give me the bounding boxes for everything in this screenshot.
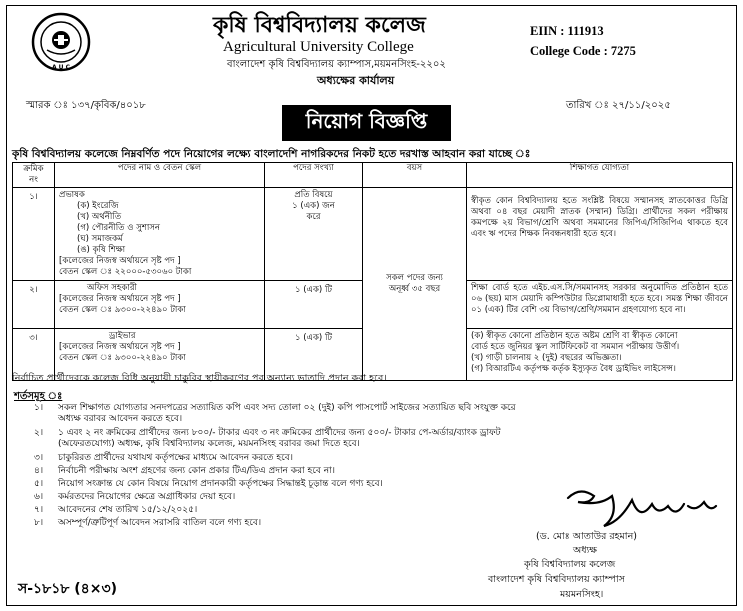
advertisement-code: স-১৮১৮ (৪×৩) [18,581,117,597]
logo-text: A U C [51,64,71,71]
row-qualification: (ক) স্বীকৃত কোনো প্রতিষ্ঠান হতে অষ্টম শ্রেণি বা স্বীকৃত কোনো বোর্ড হতে জুনিয়র স্কুল সার্টিফিকেট বা সমমান পরীক্ষায় উত্তীর্ণ। (খ) গাড়ী চালনায় ২ (দুই) বছরের অভিজ্ঞতা। (গ) বিআরটিএ কর্তৃপক্ষ কর্তৃক ইস্যুকৃত বৈধ ড্রাইভিং লাইসেন্স। [467,329,733,381]
row-post: প্রভাষক (ক) ইংরেজি (খ) অর্থনীতি (গ) পৌরনীতি ও সুশাসন (ঘ) সমাজকর্ম (ঙ) কৃষি শিক্ষা [কলেজের নিজস্ব অর্থায়নে সৃষ্ট পদ ] বেতন স্কেল ঃ ২২০০০-৫৩০৬০ টাকা [55,188,265,281]
row-count: প্রতি বিষয়ে ১ (এক) জন করে [265,188,363,281]
signature-college: কৃষি বিশ্ববিদ্যালয় কলেজ [524,559,616,570]
header-age: বয়স [363,163,467,188]
college-name-english: Agricultural University College [223,39,414,55]
age-cell: সকল পদের জন্য অনূর্ধ্ব ৩৫ বছর [363,188,467,381]
memo-reference: স্মারক ঃ ১৩৭/কৃবিক/৪০১৮ [26,100,146,111]
row-qualification: শিক্ষা বোর্ড হতে এইচ.এস.সি/সমমানসহ সরকার অনুমোদিত প্রতিষ্ঠান হতে ০৬ (ছয়) মাস মেয়াদি কম্পিউটার ডিপ্লোমাধারী হতে হবে। সমস্ত শিক্ষা জীবনে ০১ (এক) টির বেশি ৩য় বিভাগ/শ্রেণি/সমমান গ্রহণযোগ্য হবে না। [467,281,733,329]
signature-city: ময়মনসিংহ। [560,589,604,600]
signature-campus: বাংলাদেশ কৃষি বিশ্ববিদ্যালয় ক্যাম্পাস [488,574,625,585]
college-logo [31,12,91,72]
row-post: ড্রাইভার [কলেজের নিজস্ব অর্থায়নে সৃষ্ট পদ ] বেতন স্কেল ঃ ৯৩০০-২২৪৯০ টাকা [55,329,265,381]
header-serial: ক্রমিক নং [13,163,55,188]
table-header-row [13,163,733,188]
college-address: বাংলাদেশ কৃষি বিশ্ববিদ্যালয় ক্যাম্পাস,ময়মনসিংহ-২২০২ [227,59,446,70]
header-qualification: শিক্ষাগত যোগ্যতা [467,163,733,188]
row-count: ১ (এক) টি [265,281,363,329]
row-serial: ১। [13,188,55,281]
memo-date: তারিখ ঃ ২৭/১১/২০২৫ [566,100,671,111]
allowance-note: নির্বাচিত প্রার্থীদেরকে কলেজ বিধি অনুযায়ী চাকুরির স্থায়ীকরণের পর অন্যান্য ভাতাদি প্রদান করা হবে। [12,373,387,384]
signature-mark [560,482,720,532]
row-qualification: স্বীকৃত কোন বিশ্ববিদ্যালয় হতে সংশ্লিষ্ট বিষয়ে সম্মানসহ স্নাতকোত্তর ডিগ্রি অথবা ০৪ বছর মেয়াদী স্নাতক (সম্মান) ডিগ্রি। প্রার্থীদের সকল পরীক্ষায় কমপক্ষে ২য় বিভাগ/শ্রেণি অথবা সমমানের জিপিএ/সিজিপিএ থাকতে হবে এবং ঋ পদের শিক্ষক নিবন্ধনধারী হতে হবে। [467,188,733,281]
row-post: অফিস সহকারী [কলেজের নিজস্ব অর্থায়নে সৃষ্ট পদ ] বেতন স্কেল ঃ ৯৩০০-২২৪৯০ টাকা [55,281,265,329]
row-count: ১ (এক) টি [265,329,363,381]
notice-banner: নিয়োগ বিজ্ঞপ্তি [282,105,451,141]
eiin-number: EIIN : 111913 [530,24,604,38]
header-count: পদের সংখ্যা [265,163,363,188]
header-post: পদের নাম ও বেতন স্কেল [55,163,265,188]
job-table [12,162,733,381]
office-name: অধ্যক্ষের কার্যালয় [317,74,395,87]
table-row [13,188,733,281]
row-serial: ৩। [13,329,55,381]
principal-name: (ড. মোঃ আতাউর রহমান) [536,531,637,542]
intro-text: কৃষি বিশ্ববিদ্যালয় কলেজে নিম্নবর্ণিত পদে নিয়োগের লক্ষ্যে বাংলাদেশি নাগরিকদের নিকট হতে দরখাস্ত আহবান করা যাচ্ছে ঃ [12,148,531,160]
conditions-heading: শর্তসমূহ ঃ [14,391,63,402]
college-name-bengali: কৃষি বিশ্ববিদ্যালয় কলেজ [213,13,426,38]
college-code: College Code : 7275 [530,44,636,58]
principal-title: অধ্যক্ষ [573,545,598,556]
row-serial: ২। [13,281,55,329]
